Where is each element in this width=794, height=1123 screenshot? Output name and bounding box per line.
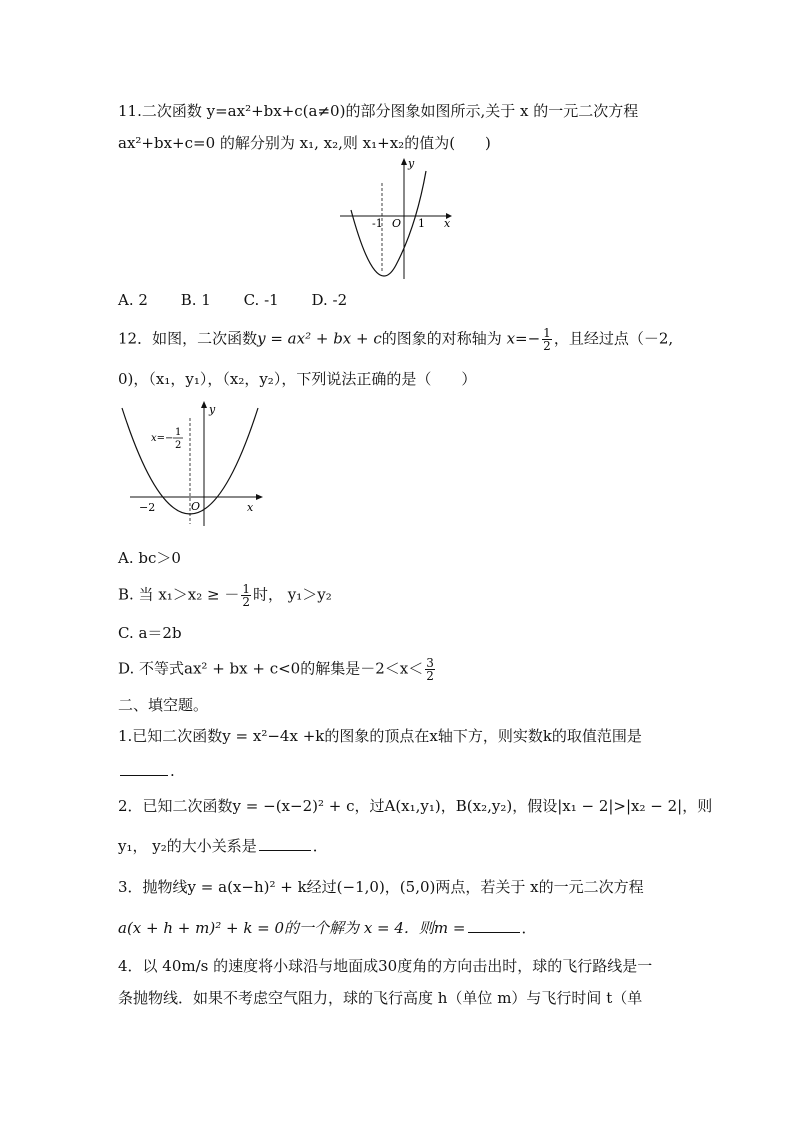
- f4-line2: 条抛物线．如果不考虑空气阻力，球的飞行高度 h（单位 m）与飞行时间 t（单: [118, 989, 643, 1007]
- f1-answer-blank[interactable]: [120, 761, 168, 776]
- f3-line2: a(x + h + m)² + k = 0的一个解为 x = 4．则m = ．: [118, 919, 537, 937]
- f3-answer-blank[interactable]: [468, 918, 520, 933]
- q12-graph-y-label: y: [209, 403, 216, 416]
- q12-option-d: D. 不等式ax² + bx + c<0的解集是－2＜x＜ $\frac{3}{2}$: [118, 656, 434, 683]
- q12-graph-origin: O: [191, 500, 201, 513]
- q11-option-a: A. 2: [118, 291, 148, 309]
- f2-answer-blank[interactable]: [259, 836, 311, 851]
- f3-line1: 3．抛物线y = a(x−h)² + k经过(−1,0)，(5,0)两点，若关于 x的一元二次方程: [118, 878, 644, 896]
- q12-graph-frac-den: 2: [175, 440, 182, 451]
- q11-graph-origin: O: [392, 217, 402, 230]
- q12-graph-axis-label: x=−: [151, 433, 174, 444]
- q11-line2: ax²+bx+c=0 的解分别为 x₁, x₂,则 x₁+x₂的值为( ): [118, 134, 491, 152]
- q11-option-d: D. -2: [311, 291, 348, 309]
- q12-graph-frac-num: 1: [175, 427, 182, 438]
- q11-graph-x-label: x: [444, 217, 451, 230]
- q11-graph-tick-neg: -1: [372, 217, 383, 230]
- q12-option-a: A. bc＞0: [118, 549, 181, 567]
- f2-line2: y₁， y₂的大小关系是 ．: [118, 837, 328, 855]
- q12-graph-tick: −2: [139, 501, 156, 514]
- q12-graph: [116, 398, 266, 528]
- f1-line1: 1.已知二次函数y = x²−4x +k的图象的顶点在x轴下方，则实数k的取值范围是: [118, 727, 642, 745]
- q12-fraction: $\frac{1}{2}$: [543, 326, 551, 353]
- q11-option-c: C. -1: [243, 291, 279, 309]
- q11-options: [118, 289, 375, 311]
- q12-line2: 0)，（x₁，y₁），（x₂，y₂），下列说法正确的是（ ）: [118, 370, 477, 388]
- q11-option-b: B. 1: [180, 291, 211, 309]
- q12-line1: 12．如图，二次函数y = ax² + bx + c的图象的对称轴为 x=− $\frac{1}{2}$ ，且经过点（－2,: [118, 326, 674, 353]
- q11-graph-tick-pos: 1: [418, 217, 425, 230]
- f2-line1: 2．已知二次函数y = −(x−2)² + c，过A(x₁,y₁)，B(x₂,y₂)，假设|x₁ − 2|>|x₂ − 2|，则: [118, 797, 713, 815]
- q12-expr: y = ax² + bx + c: [257, 329, 382, 348]
- q11-graph: [338, 153, 458, 283]
- q12-graph-x-label: x: [247, 501, 254, 514]
- f4-line1: 4．以 40m/s 的速度将小球沿与地面成30度角的方向击出时，球的飞行路线是一: [118, 957, 653, 975]
- q11-line1: 11.二次函数 y=ax²+bx+c(a≠0)的部分图象如图所示,关于 x 的一元二次方程: [118, 102, 639, 120]
- q11-graph-y-label: y: [408, 157, 415, 170]
- q12-option-b: B. 当 x₁＞x₂ ≥ － $\frac{1}{2}$ 时， y₁＞y₂: [118, 582, 332, 609]
- f1-line2: .: [118, 760, 175, 782]
- q12-option-c: C. a＝2b: [118, 624, 182, 642]
- section-title: 二、填空题。: [118, 696, 209, 714]
